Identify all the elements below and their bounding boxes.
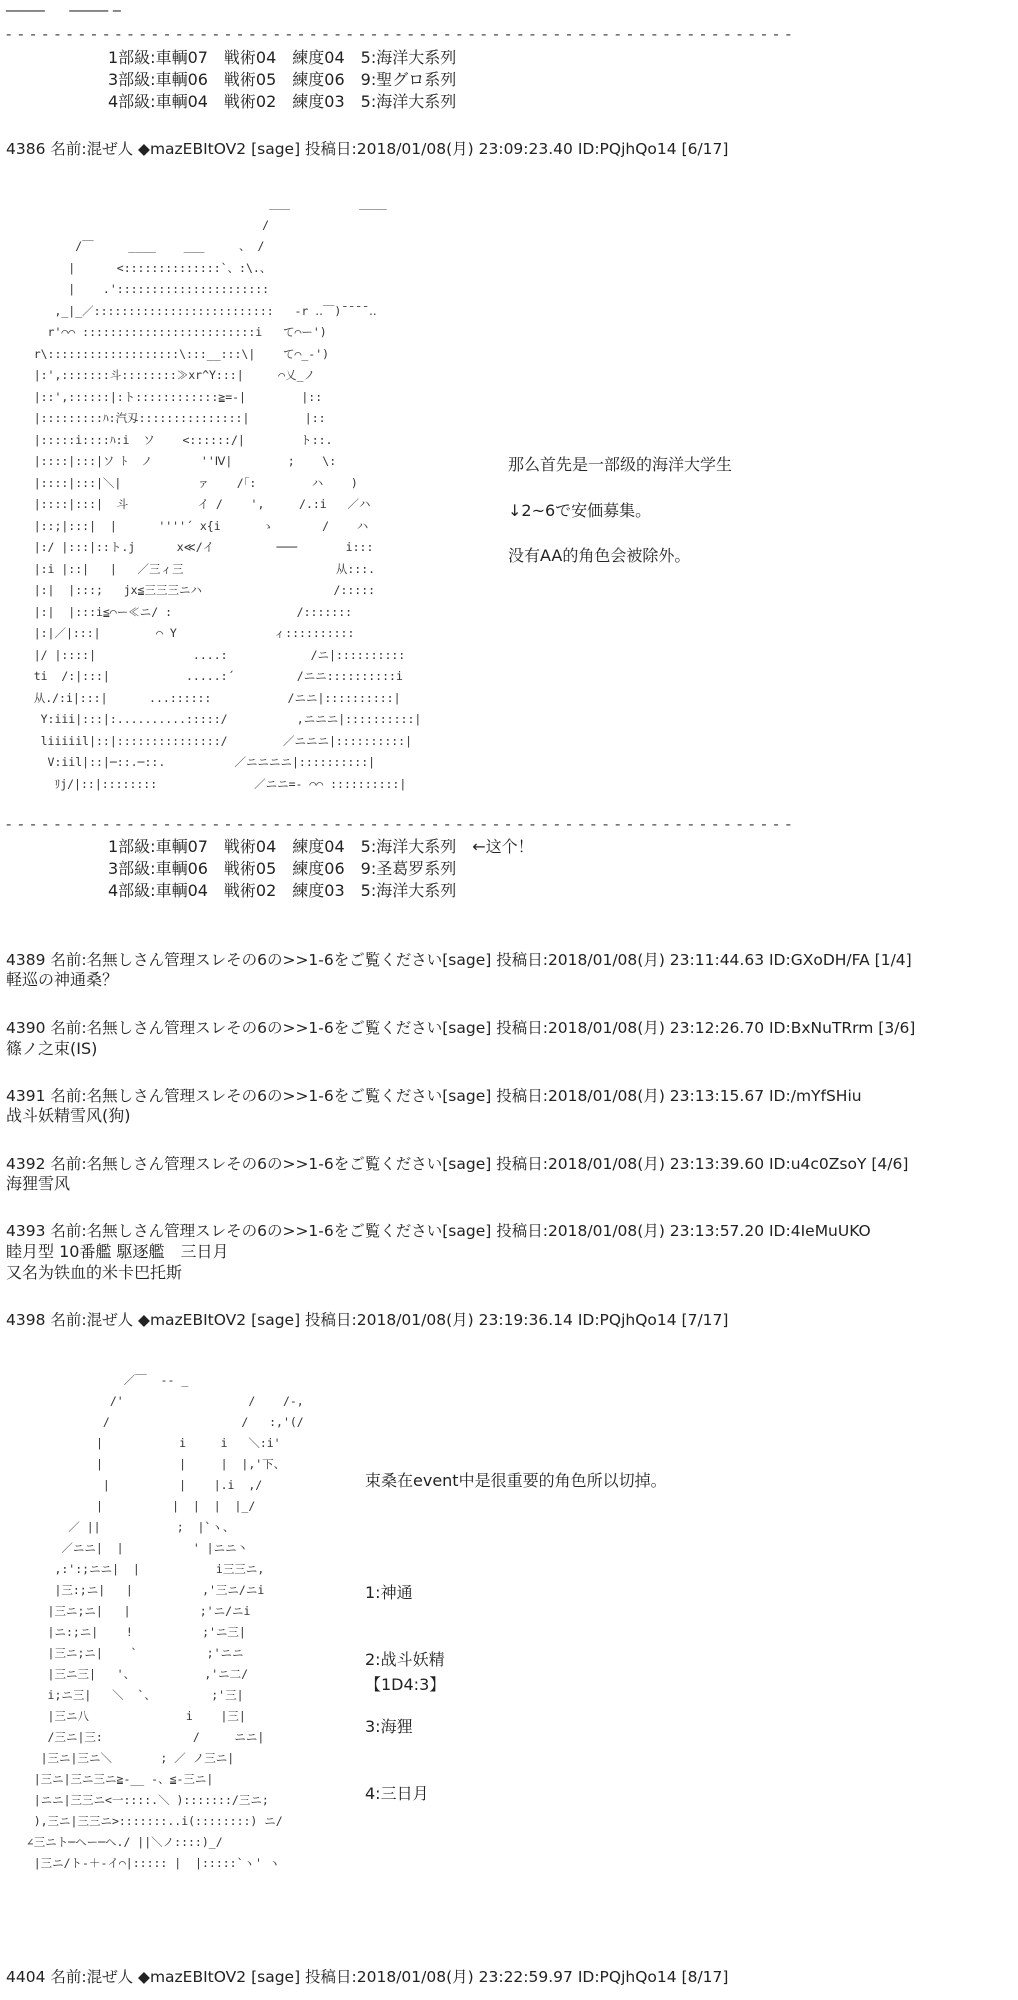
aa-line: / bbox=[6, 217, 270, 232]
post-body: 战斗妖精雪风(狗) bbox=[6, 1106, 131, 1125]
table-row: 4部級:車輌04 戦術02 練度03 5:海洋大系列 bbox=[108, 881, 457, 900]
aa-line: ,_|_／:::::::::::::::::::::::::: -r ‥￣)¯¯¯¯‥ bbox=[6, 303, 377, 318]
post-body: 睦月型 10番艦 駆逐艦 三日月 bbox=[6, 1242, 229, 1261]
aa-line: | | | |,'下、 bbox=[6, 1457, 286, 1471]
post-header: 4386 名前:混ぜ人 ◆mazEBItOV2 [sage] 投稿日:2018/01/08(月) 23:09:23.40 ID:PQjhQo14 [6/17] bbox=[6, 140, 729, 158]
aa-line: 从./:i|:::| ...:::::: /ニニ|::::::::::| bbox=[6, 690, 401, 705]
aa-line: ,:':;ニニ| | i三三ニ, bbox=[6, 1562, 265, 1576]
post-header: 4391 名前:名無しさん管理スレその6の>>1-6をご覧ください[sage] 投稿日:2018/01/08(月) 23:13:15.67 ID:/mYfSHiu bbox=[6, 1087, 862, 1105]
aa-line: ／￣ -- _ bbox=[6, 1373, 189, 1387]
ascii-art bbox=[6, 193, 421, 795]
post-body: 海狸雪风 bbox=[6, 1174, 71, 1193]
post-header: 4393 名前:名無しさん管理スレその6の>>1-6をご覧ください[sage] 投稿日:2018/01/08(月) 23:13:57.20 ID:4IeMuUKO bbox=[6, 1222, 871, 1240]
aa-line: / / :,'(/ bbox=[6, 1415, 304, 1429]
aa-line: |:::::i::::ﾊ:i ソ <::::::/| ト::. bbox=[6, 432, 333, 447]
aa-line: | | |.i ,/ bbox=[6, 1478, 263, 1492]
aa-line: |:| |:::; jx≦三三三ニハ /::::: bbox=[6, 583, 376, 597]
aa-line: ／ニニ| | ' |ニニ丶 bbox=[6, 1541, 249, 1555]
aa-line: ﾘj/|::|:::::::: ／ニニ=- ⌒⌒ ::::::::::| bbox=[6, 776, 407, 791]
table-row: 4部級:車輌04 戦術02 練度03 5:海洋大系列 bbox=[108, 92, 457, 111]
aa-line: |:/ |:::|::ト.j x≪/イ ─── i::: bbox=[6, 540, 374, 554]
dice-result: 【1D4:3】 bbox=[365, 1675, 446, 1694]
post-body: 軽巡の神通桑？ bbox=[6, 970, 119, 989]
aa-line: |::::|:::| 斗 イ / ', /.:i ／ハ bbox=[6, 497, 371, 511]
aa-line: |三:;ニ| | ,'三ニ/ニi bbox=[6, 1583, 265, 1597]
aa-line: |三ニ|三ニ＼ ; ／ ノ三ニ| bbox=[6, 1751, 235, 1765]
post-header: 4389 名前:名無しさん管理スレその6の>>1-6をご覧ください[sage] 投稿日:2018/01/08(月) 23:11:44.63 ID:GXoDH/FA [1/4] bbox=[6, 951, 912, 969]
aa-line: ),三ニ|三三ニ>:::::::..i(::::::::) ニ/ bbox=[6, 1814, 283, 1828]
aa-line: | .':::::::::::::::::::::: bbox=[6, 282, 270, 296]
aa-line: |::::|:::|ソ ﾄ ノ ''Ⅳ| ; \: bbox=[6, 454, 337, 468]
aa-line: |::',::::::|:ト::::::::::::≧=-| |:: bbox=[6, 389, 323, 404]
aa-line: r\:::::::::::::::::::\:::__:::\| て⌒_-') bbox=[6, 346, 330, 361]
top-fragment: _____ _____ _ bbox=[6, 0, 121, 12]
aa-line: |::;|:::| | ''''´ x{i ゝ / ハ bbox=[6, 518, 369, 533]
aa-line: |三ニ三| '、 ,'ニ二/ bbox=[6, 1667, 249, 1681]
aa-line: ／ || ; |`ヽ、 bbox=[6, 1520, 235, 1534]
aa-line: |:',:::::::斗::::::::≫xr^Y:::| ⌒乂_ノ bbox=[6, 368, 316, 382]
post-text: 那么首先是一部级的海洋大学生 bbox=[508, 455, 733, 474]
separator: - - - - - - - - - - - - - - - - - - - - - - - - - - - - - - - - - - - - - - - - - - - - - - - - - - - - - - - - - - - - - - - - - bbox=[6, 25, 792, 43]
aa-line: Y:iii|:::|:..........:::::/ ,ニニニ|::::::::::| bbox=[6, 712, 422, 726]
list-item: 2:战斗妖精 bbox=[365, 1650, 445, 1669]
aa-line: V:iil|::|─::.─::. ／ニニニニ|::::::::::| bbox=[6, 755, 376, 769]
separator: - - - - - - - - - - - - - - - - - - - - - - - - - - - - - - - - - - - - - - - - - - - - - - - - - - - - - - - - - - - - - - - - - bbox=[6, 815, 792, 833]
post-header: 4390 名前:名無しさん管理スレその6の>>1-6をご覧ください[sage] 投稿日:2018/01/08(月) 23:12:26.70 ID:BxNuTRrm [3/6] bbox=[6, 1019, 916, 1037]
table-row: 1部級:車輌07 戦術04 練度04 5:海洋大系列 ←这个！ bbox=[108, 837, 534, 856]
post-body: 又名为铁血的米卡巴托斯 bbox=[6, 1263, 183, 1282]
aa-line: | | | | |_/ bbox=[6, 1499, 256, 1513]
aa-line: |ニ:;ニ| ! ;'ニ三| bbox=[6, 1625, 246, 1639]
aa-line: |:| |:::i≦⌒ー≪ニ/ : /::::::: bbox=[6, 604, 353, 619]
post-text: ↓2~6で安価募集。 bbox=[508, 501, 652, 520]
post-text: 没有AA的角色会被除外。 bbox=[508, 546, 691, 565]
table-row: 1部級:車輌07 戦術04 練度04 5:海洋大系列 bbox=[108, 48, 457, 67]
aa-line: ___ ____ bbox=[6, 196, 387, 210]
aa-line: /￣ ____ ___ 、 / bbox=[6, 239, 265, 253]
aa-line: ∠三ニト─ヘー─へ./ ||＼ノ::::)_/ bbox=[6, 1835, 223, 1849]
post-text: 束桑在event中是很重要的角色所以切掉。 bbox=[365, 1471, 667, 1490]
post-header: 4404 名前:混ぜ人 ◆mazEBItOV2 [sage] 投稿日:2018/01/08(月) 23:22:59.97 ID:PQjhQo14 [8/17] bbox=[6, 1968, 729, 1986]
aa-line: |/ |::::| ....: /ニ|:::::::::: bbox=[6, 647, 406, 662]
aa-line: /' / /-, bbox=[6, 1394, 304, 1408]
table-row: 3部級:車輌06 戦術05 練度06 9:圣葛罗系列 bbox=[108, 859, 457, 878]
table-row: 3部級:車輌06 戦術05 練度06 9:聖グロ系列 bbox=[108, 70, 457, 89]
aa-line: |三ニ八 i |三| bbox=[6, 1709, 246, 1723]
post-body: 篠ノ之束(IS) bbox=[6, 1039, 98, 1058]
aa-line: |::::|:::|＼| ァ /｢: ハ ) bbox=[6, 475, 358, 490]
aa-line: r'⌒⌒ :::::::::::::::::::::::::i て⌒ー') bbox=[6, 325, 327, 339]
aa-line: |三ニ;ニ| | ;'ニ/ニi bbox=[6, 1604, 251, 1618]
aa-line: |三ニ/ト-＋-イ⌒|::::: | |:::::`ヽ' ヽ bbox=[6, 1856, 281, 1870]
list-item: 3:海狸 bbox=[365, 1717, 413, 1736]
list-item: 1:神通 bbox=[365, 1583, 413, 1602]
aa-line: liiiiil|::|:::::::::::::::/ ／ニニニ|::::::::::| bbox=[6, 733, 413, 748]
aa-line: /三ニ|三: / ニニ| bbox=[6, 1730, 265, 1744]
post-header: 4392 名前:名無しさん管理スレその6の>>1-6をご覧ください[sage] 投稿日:2018/01/08(月) 23:13:39.60 ID:u4c0ZsoY [4/6] bbox=[6, 1155, 909, 1173]
aa-line: |ニニ|三三ニ<一::::.＼ ):::::::/三ニ; bbox=[6, 1793, 269, 1807]
ascii-art bbox=[6, 1370, 304, 1874]
aa-line: |:|／|:::| ⌒ Y ィ:::::::::: bbox=[6, 626, 355, 640]
post-header: 4398 名前:混ぜ人 ◆mazEBItOV2 [sage] 投稿日:2018/01/08(月) 23:19:36.14 ID:PQjhQo14 [7/17] bbox=[6, 1311, 729, 1329]
aa-line: i;ニ三| ＼ `、 ;'三| bbox=[6, 1688, 244, 1702]
aa-line: | <::::::::::::::`、:\.、 bbox=[6, 260, 272, 275]
list-item: 4:三日月 bbox=[365, 1784, 429, 1803]
aa-line: ti /:|:::| .....:´ /ニニ::::::::::i bbox=[6, 669, 403, 683]
aa-line: |:i |::| | ／三ィ三 从:::. bbox=[6, 561, 376, 576]
aa-line: |三ニ;ニ| ` ;'ニニ bbox=[6, 1646, 244, 1660]
aa-line: | i i ＼:i' bbox=[6, 1436, 281, 1450]
aa-line: |:::::::::ﾊ:汽刄:::::::::::::::| |:: bbox=[6, 411, 326, 425]
aa-line: |三ニ|三ニ三ニ≧-__ -、≦-三ニ| bbox=[6, 1772, 214, 1786]
